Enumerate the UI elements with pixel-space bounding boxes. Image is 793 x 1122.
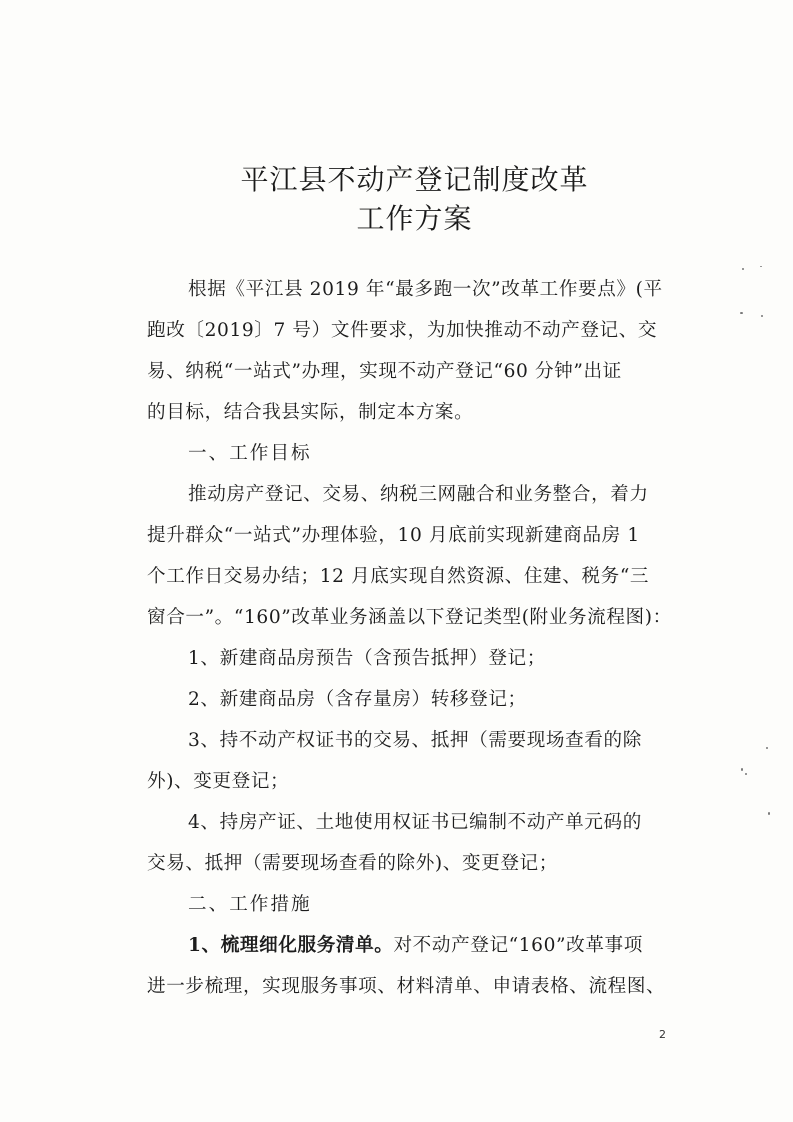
section1-heading: 一、工作目标 [188, 443, 312, 464]
scan-speck [745, 773, 747, 775]
measure-1-lead: 1、梳理细化服务清单。 [188, 935, 394, 956]
section1-body-line-3: 个工作日交易办结；12 月底实现自然资源、住建、税务“三 [147, 566, 650, 587]
section1-body-line-1: 推动房产登记、交易、纳税三网融合和业务整合，着力 [188, 484, 649, 505]
measure-1-line-2: 进一步梳理，实现服务事项、材料清单、申请表格、流程图、 [147, 976, 666, 997]
item-3-line-2: 外)、变更登记； [147, 771, 290, 792]
scan-speck [760, 266, 762, 267]
intro-line-4: 的目标，结合我县实际，制定本方案。 [147, 402, 474, 423]
item-1: 1、新建商品房预告（含预告抵押）登记； [188, 648, 546, 669]
item-4-line-2: 交易、抵押（需要现场查看的除外)、变更登记； [147, 853, 558, 874]
scan-speck [741, 768, 743, 771]
item-2: 2、新建商品房（含存量房）转移登记； [188, 689, 527, 710]
section2-heading: 二、工作措施 [188, 894, 312, 915]
measure-1-line-1 [188, 933, 688, 959]
section1-body-line-2: 提升群众“一站式”办理体验，10 月底前实现新建商品房 1 [147, 525, 640, 546]
item-3-line-1: 3、持不动产权证书的交易、抵押（需要现场查看的除 [188, 730, 642, 751]
scan-speck [766, 747, 768, 749]
page-number: 2 [659, 1028, 666, 1041]
document-title-line1: 平江县不动产登记制度改革 [240, 163, 589, 196]
measure-1-text: 对不动产登记“160”改革事项 [393, 935, 643, 956]
document-title-line2: 工作方案 [356, 202, 473, 235]
scan-speck [740, 312, 743, 314]
section1-body-line-4: 窗合一”。“160”改革业务涵盖以下登记类型(附业务流程图)： [147, 607, 672, 628]
intro-line-3: 易、纳税“一站式”办理，实现不动产登记“60 分钟”出证 [147, 361, 622, 382]
scan-speck [742, 268, 744, 270]
scan-speck [761, 315, 763, 317]
intro-line-1: 根据《平江县 2019 年“最多跑一次”改革工作要点》(平 [188, 279, 663, 300]
item-4-line-1: 4、持房产证、土地使用权证书已编制不动产单元码的 [188, 812, 642, 833]
scan-speck [768, 812, 770, 815]
intro-line-2: 跑改〔2019〕7 号）文件要求，为加快推动不动产登记、交 [147, 320, 658, 341]
